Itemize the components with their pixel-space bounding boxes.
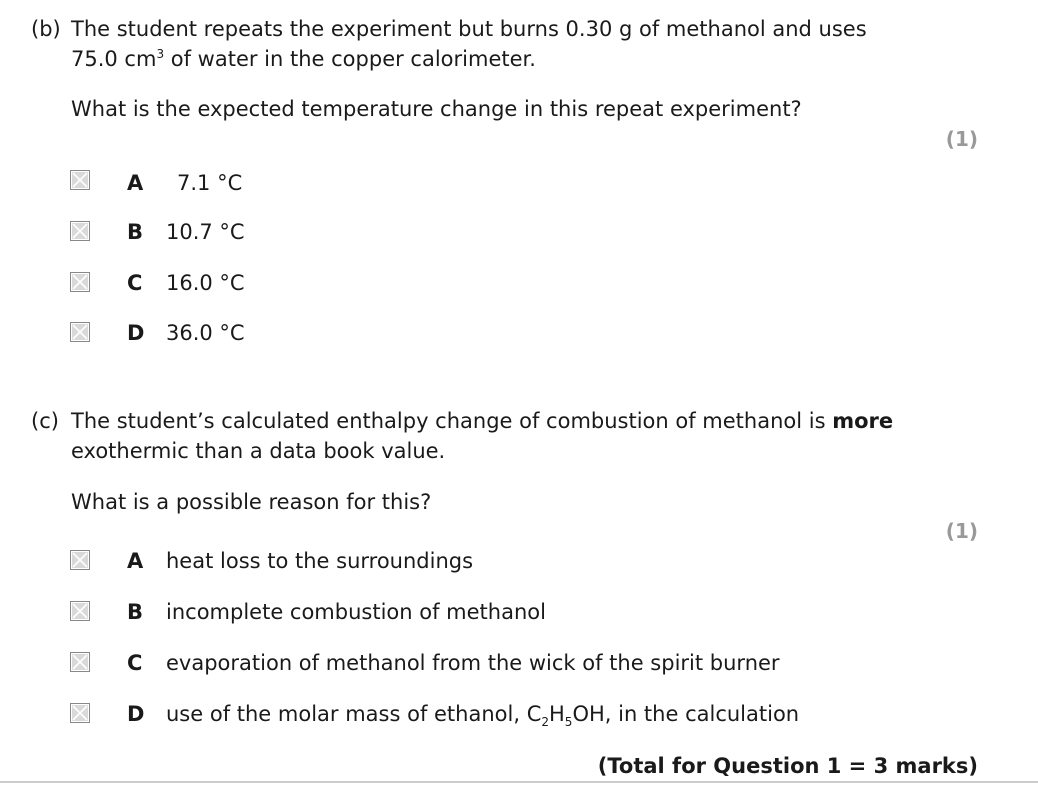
part-c-stem-line1: The student’s calculated enthalpy change of combustion of methanol is more [71, 409, 894, 433]
crossed-box-icon [71, 222, 89, 240]
part-c-option-b-letter: B [127, 600, 144, 624]
part-c-stem-line2: exothermic than a data book value. [71, 439, 446, 463]
part-c-option-a-text: heat loss to the surroundings [166, 549, 474, 573]
crossed-box-icon [71, 704, 89, 722]
part-c-option-c-text: evaporation of methanol from the wick of the spirit burner [166, 651, 780, 675]
crossed-box-icon [71, 273, 89, 291]
part-c-option-c-letter: C [127, 651, 143, 675]
part-c-number: (c) [31, 409, 59, 433]
part-c-option-a-letter: A [127, 549, 144, 573]
crossed-box-icon [71, 602, 89, 620]
part-b-option-d-text: 36.0 °C [166, 321, 245, 345]
page-divider [0, 781, 1038, 783]
crossed-box-icon [71, 323, 89, 341]
part-b-option-c-text: 16.0 °C [166, 271, 245, 295]
part-b-option-a-text: 7.1 °C [177, 171, 243, 195]
part-b-stem-line2: 75.0 $cm^3$ of water in the copper calorimeter. [71, 47, 536, 71]
part-b-option-a-letter: A [127, 171, 144, 195]
part-b-option-d-checkbox[interactable] [70, 322, 90, 342]
part-c-marks: (1) [945, 519, 978, 543]
part-c-option-a-checkbox[interactable] [70, 550, 90, 570]
crossed-box-icon [71, 551, 89, 569]
part-c-question: What is a possible reason for this? [71, 490, 432, 514]
part-c-option-d-letter: D [127, 702, 145, 726]
part-c-option-d-checkbox[interactable] [70, 703, 90, 723]
part-b-marks: (1) [945, 127, 978, 151]
part-b-option-c-letter: C [127, 271, 143, 295]
part-b-option-d-letter: D [127, 321, 145, 345]
part-b-option-c-checkbox[interactable] [70, 272, 90, 292]
part-b-stem-line1: The student repeats the experiment but burns 0.30 g of methanol and uses [71, 17, 867, 41]
part-b-option-b-text: 10.7 °C [166, 220, 245, 244]
part-b-number: (b) [31, 17, 61, 41]
question-total: (Total for Question 1 = 3 marks) [597, 754, 978, 778]
part-c-option-c-checkbox[interactable] [70, 652, 90, 672]
crossed-box-icon [71, 171, 89, 189]
crossed-box-icon [71, 653, 89, 671]
part-b-question: What is the expected temperature change in this repeat experiment? [71, 97, 802, 121]
part-b-option-b-checkbox[interactable] [70, 221, 90, 241]
part-b-option-a-checkbox[interactable] [70, 170, 90, 190]
part-c-option-b-text: incomplete combustion of methanol [166, 600, 546, 624]
part-c-option-d-text: use of the molar mass of ethanol, $C_2H_5OH$, in the calculation [166, 702, 800, 730]
part-c-option-b-checkbox[interactable] [70, 601, 90, 621]
part-b-option-b-letter: B [127, 220, 144, 244]
